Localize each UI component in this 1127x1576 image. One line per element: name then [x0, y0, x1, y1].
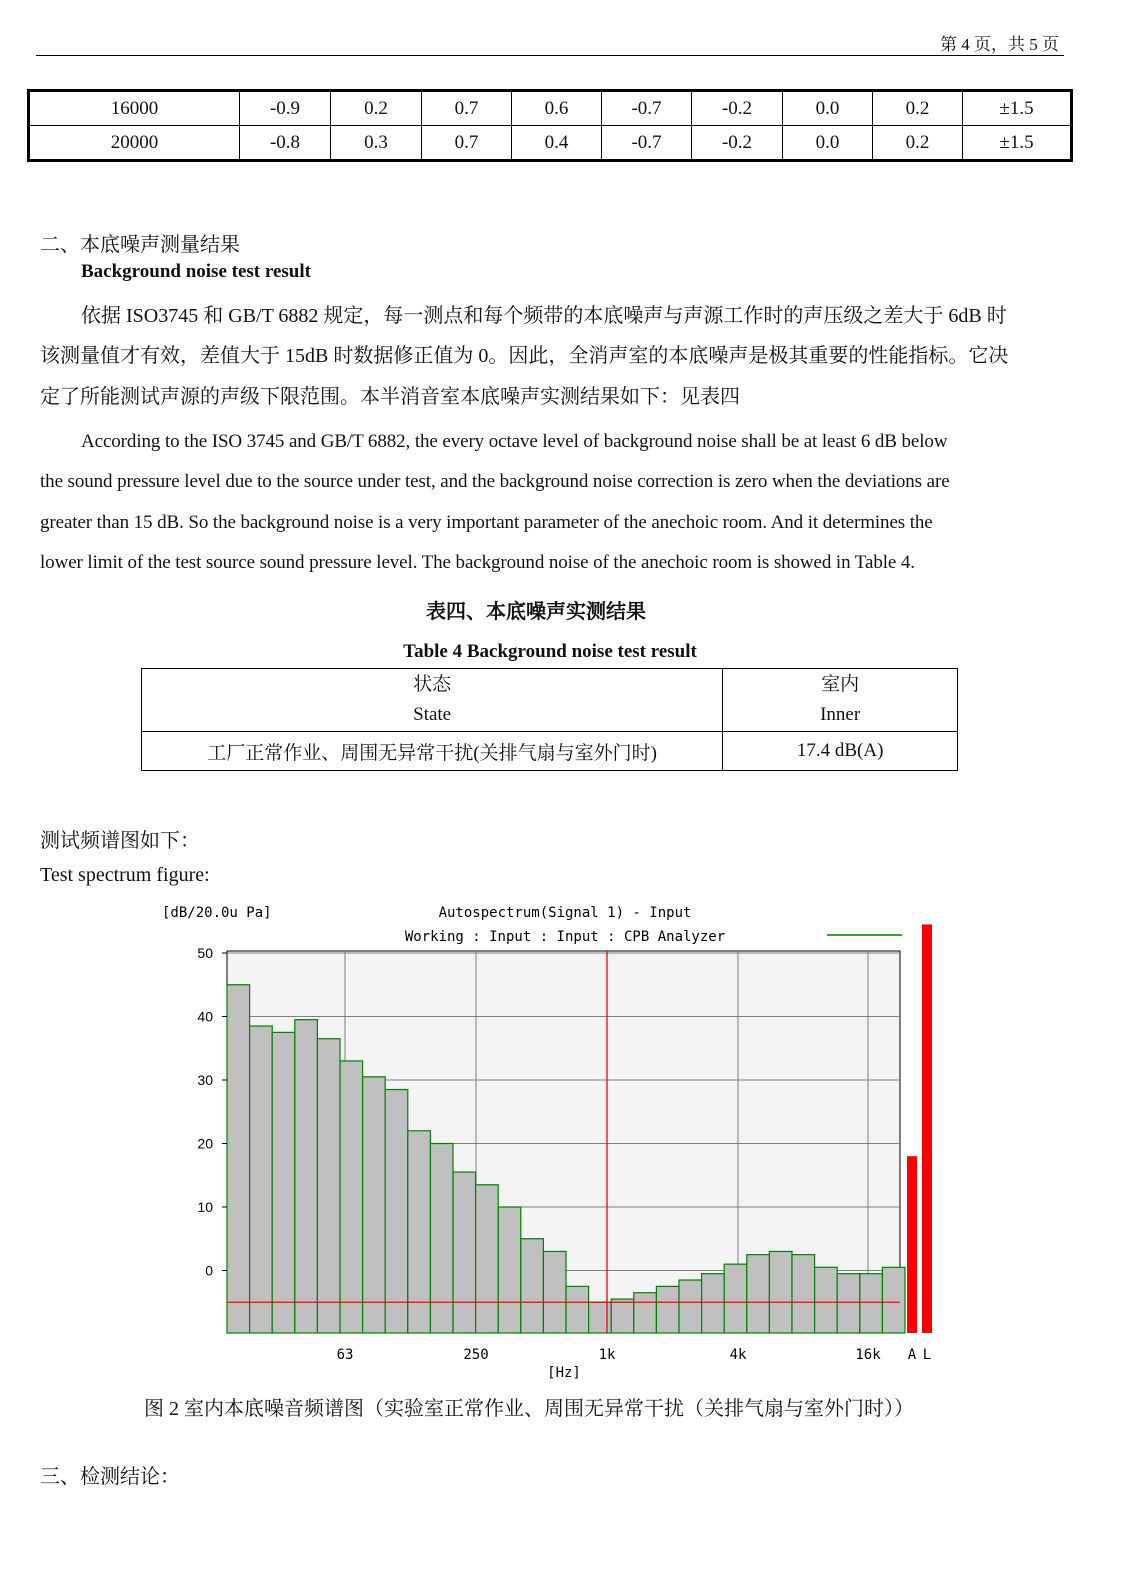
spectrum-bar [611, 1299, 634, 1333]
spectrum-bar [453, 1172, 476, 1333]
spectrum-bar [589, 1302, 612, 1333]
chart-ylabel: [dB/20.0u Pa] [162, 905, 272, 921]
spectrum-bar [521, 1239, 544, 1333]
overall-a-label: A [907, 1347, 917, 1363]
chart-subtitle: Working : Input : Input : CPB Analyzer [404, 929, 726, 945]
table-cell: 16000 [29, 91, 240, 126]
spectrum-bar [430, 1144, 453, 1334]
spectrum-label-en: Test spectrum figure: [40, 864, 210, 886]
spectrum-bar [837, 1274, 860, 1333]
spectrum-bar [250, 1026, 273, 1333]
section3-heading: 三、检测结论： [40, 1466, 180, 1488]
header-rule [36, 55, 1064, 56]
spectrum-bar [272, 1032, 295, 1333]
spectrum-bar [792, 1255, 815, 1333]
spectrum-bar [227, 985, 250, 1333]
state-cell: 工厂正常作业、周围无异常干扰(关排气扇与室外门时) [142, 732, 723, 771]
inner-header-cn: 室内 [821, 674, 860, 695]
spectrum-bar [317, 1039, 340, 1333]
table-cell: 0.4 [512, 126, 602, 161]
spectrum-chart [150, 895, 950, 1385]
spectrum-bar [363, 1077, 386, 1333]
table-cell: 0.7 [422, 126, 512, 161]
y-tick-label: 50 [197, 945, 213, 961]
para-cn-line3: 定了所能测试声源的声级下限范围。本半消音室本底噪声实测结果如下：见表四 [40, 386, 740, 408]
section2-heading-cn: 二、本底噪声测量结果 [40, 234, 240, 256]
x-tick-label: 63 [336, 1347, 354, 1363]
table-cell: 0.2 [873, 91, 963, 126]
table-cell: 0.6 [512, 91, 602, 126]
table-cell: ±1.5 [963, 126, 1072, 161]
table-cell: -0.7 [602, 126, 692, 161]
x-tick-label: 250 [463, 1347, 489, 1363]
table-cell: 0.2 [331, 91, 422, 126]
table-cell: 0.3 [331, 126, 422, 161]
table-cell: 0.0 [783, 126, 873, 161]
background-noise-table [141, 668, 958, 771]
spectrum-bar [295, 1020, 318, 1333]
para-en-line1: According to the ISO 3745 and GB/T 6882, the every octave level of background noise shall be at least 6 dB below [81, 431, 948, 452]
spectrum-label-cn: 测试频谱图如下： [40, 830, 200, 852]
y-tick-label: 40 [197, 1008, 213, 1025]
spectrum-bar [815, 1267, 838, 1333]
spectrum-bar [747, 1255, 770, 1333]
figure-caption: 图 2 室内本底噪音频谱图（实验室正常作业、周围无异常干扰（关排气扇与室外门时）） [144, 1398, 914, 1420]
table-cell: -0.9 [240, 91, 331, 126]
table4-caption-cn: 表四、本底噪声实测结果 [426, 601, 646, 623]
spectrum-bar [724, 1264, 747, 1333]
frequency-deviation-table [27, 89, 1073, 162]
table4-caption-en: Table 4 Background noise test result [403, 641, 697, 662]
spectrum-bar [679, 1280, 702, 1333]
spectrum-bar [543, 1251, 566, 1333]
table-cell: -0.2 [692, 91, 783, 126]
spectrum-bar [702, 1274, 725, 1333]
table-cell: 0.0 [783, 91, 873, 126]
para-en-line3: greater than 15 dB. So the background noise is a very important parameter of the anechoic room. And it determines the [40, 512, 933, 533]
inner-header [723, 669, 958, 732]
spectrum-bar [498, 1207, 521, 1333]
value-cell: 17.4 dB(A) [723, 732, 958, 771]
state-header-cn: 状态 [413, 674, 452, 695]
spectrum-bar [340, 1061, 363, 1333]
para-en-line4: lower limit of the test source sound pressure level. The background noise of the anechoic room is showed in Table 4. [40, 552, 915, 573]
x-tick-label: 4k [729, 1347, 747, 1363]
y-tick-label: 0 [205, 1262, 213, 1279]
table-cell: 20000 [29, 126, 240, 161]
table-row [29, 91, 1072, 126]
spectrum-bar [385, 1090, 408, 1333]
table-cell: -0.2 [692, 126, 783, 161]
y-tick-label: 20 [197, 1135, 213, 1152]
para-en-line2: the sound pressure level due to the source under test, and the background noise correction is zero when the deviations are [40, 471, 950, 492]
section2-heading-en: Background noise test result [81, 261, 311, 282]
overall-a-bar [907, 1156, 917, 1333]
y-tick-label: 10 [197, 1199, 213, 1215]
table-row [29, 126, 1072, 161]
y-tick-label: 30 [197, 1072, 213, 1088]
spectrum-bar [634, 1293, 657, 1333]
page-indicator: 第 4 页，共 5 页 [940, 35, 1059, 54]
state-header [142, 669, 723, 732]
state-header-en: State [413, 704, 452, 725]
para-cn-line1: 依据 ISO3745 和 GB/T 6882 规定，每一测点和每个频带的本底噪声与声源工作时的声压级之差大于 6dB 时 [81, 305, 1007, 327]
spectrum-bar [476, 1185, 499, 1333]
overall-l-label: L [922, 1347, 932, 1363]
table-cell: -0.8 [240, 126, 331, 161]
x-tick-label: 16k [855, 1347, 881, 1363]
spectrum-bar [769, 1251, 792, 1333]
table-cell: 0.2 [873, 126, 963, 161]
spectrum-bar [656, 1286, 679, 1333]
spectrum-bar [882, 1267, 905, 1333]
spectrum-bar [860, 1274, 883, 1333]
spectrum-bar [566, 1286, 589, 1333]
table-cell: -0.7 [602, 91, 692, 126]
para-cn-line2: 该测量值才有效，差值大于 15dB 时数据修正值为 0。因此，全消声室的本底噪声是极其重要的性能指标。它决 [40, 345, 1009, 367]
table-cell: 0.7 [422, 91, 512, 126]
inner-header-en: Inner [820, 704, 861, 725]
chart-title: Autospectrum(Signal 1) - Input [438, 905, 692, 921]
overall-l-bar [922, 924, 932, 1333]
chart-xlabel: [Hz] [547, 1365, 581, 1381]
x-tick-label: 1k [598, 1347, 616, 1363]
table-cell: ±1.5 [963, 91, 1072, 126]
